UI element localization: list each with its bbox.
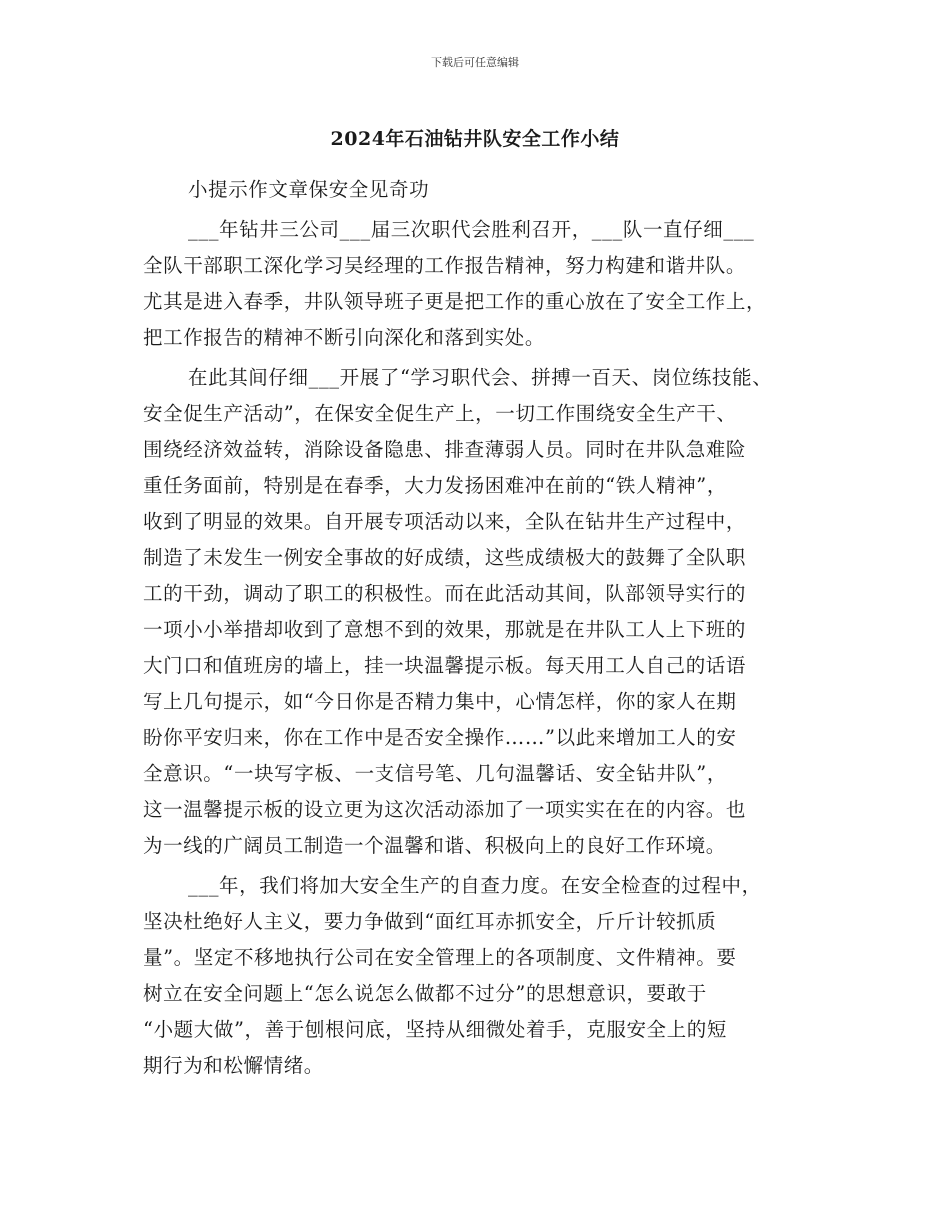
body-line: ___年，我们将加大安全生产的自查力度。在安全检查的过程中， <box>188 874 762 897</box>
body-line: 这一温馨提示板的设立更为这次活动添加了一项实实在在的内容。也 <box>143 798 747 821</box>
body-line: 一项小小举措却收到了意想不到的效果，那就是在井队工人上下班的 <box>143 618 747 641</box>
body-line: 期行为和松懈情绪。 <box>143 1054 324 1077</box>
body-line: 为一线的广阔员工制造一个温馨和谐、积极向上的良好工作环境。 <box>143 834 726 857</box>
body-line: 小提示作文章保安全见奇功 <box>188 178 430 201</box>
body-line: 全意识。“一块写字板、一支信号笔、几句温馨话、安全钻井队”， <box>143 762 727 785</box>
body-line: 尤其是进入春季，井队领导班子更是把工作的重心放在了安全工作上， <box>143 290 767 313</box>
body-line: 安全促生产活动”，在保安全促生产上，一切工作围绕安全生产干、 <box>143 402 737 425</box>
body-line: 在此其间仔细___开展了“学习职代会、拼搏一百天、岗位练技能、 <box>188 366 773 389</box>
body-line: 大门口和值班房的墙上，挂一块温馨提示板。每天用工人自己的话语 <box>143 654 747 677</box>
body-line: ___年钻井三公司___届三次职代会胜利召开，___队一直仔细___ <box>188 218 755 241</box>
body-line: 树立在安全问题上“怎么说怎么做都不过分”的思想意识，要敢于 <box>143 982 707 1005</box>
body-line: 重任务面前，特别是在春季，大力发扬困难冲在前的“铁人精神”， <box>143 474 727 497</box>
body-line: 围绕经济效益转，消除设备隐患、排查薄弱人员。同时在井队急难险 <box>143 438 747 461</box>
body-line: 坚决杜绝好人主义，要力争做到“面红耳赤抓安全，斤斤计较抓质 <box>143 910 717 933</box>
body-line: 量”。坚定不移地执行公司在安全管理上的各项制度、文件精神。要 <box>143 946 737 969</box>
body-line: 制造了未发生一例安全事故的好成绩，这些成绩极大的鼓舞了全队职 <box>143 546 747 569</box>
document-title: 2024年石油钻井队安全工作小结 <box>330 128 620 150</box>
body-line: 工的干劲，调动了职工的积极性。而在此活动其间，队部领导实行的 <box>143 582 747 605</box>
body-line: 把工作报告的精神不断引向深化和落到实处。 <box>143 326 546 349</box>
body-line: 盼你平安归来，你在工作中是否安全操作……”以此来增加工人的安 <box>143 726 737 749</box>
body-line: “小题大做”，善于刨根问底，坚持从细微处着手，克服安全上的短 <box>143 1018 727 1041</box>
body-line: 收到了明显的效果。自开展专项活动以来，全队在钻井生产过程中， <box>143 510 747 533</box>
body-line: 全队干部职工深化学习吴经理的工作报告精神，努力构建和谐井队。 <box>143 254 747 277</box>
header-note: 下载后可任意编辑 <box>431 56 519 69</box>
body-line: 写上几句提示，如“今日你是否精力集中，心情怎样，你的家人在期 <box>143 690 737 713</box>
